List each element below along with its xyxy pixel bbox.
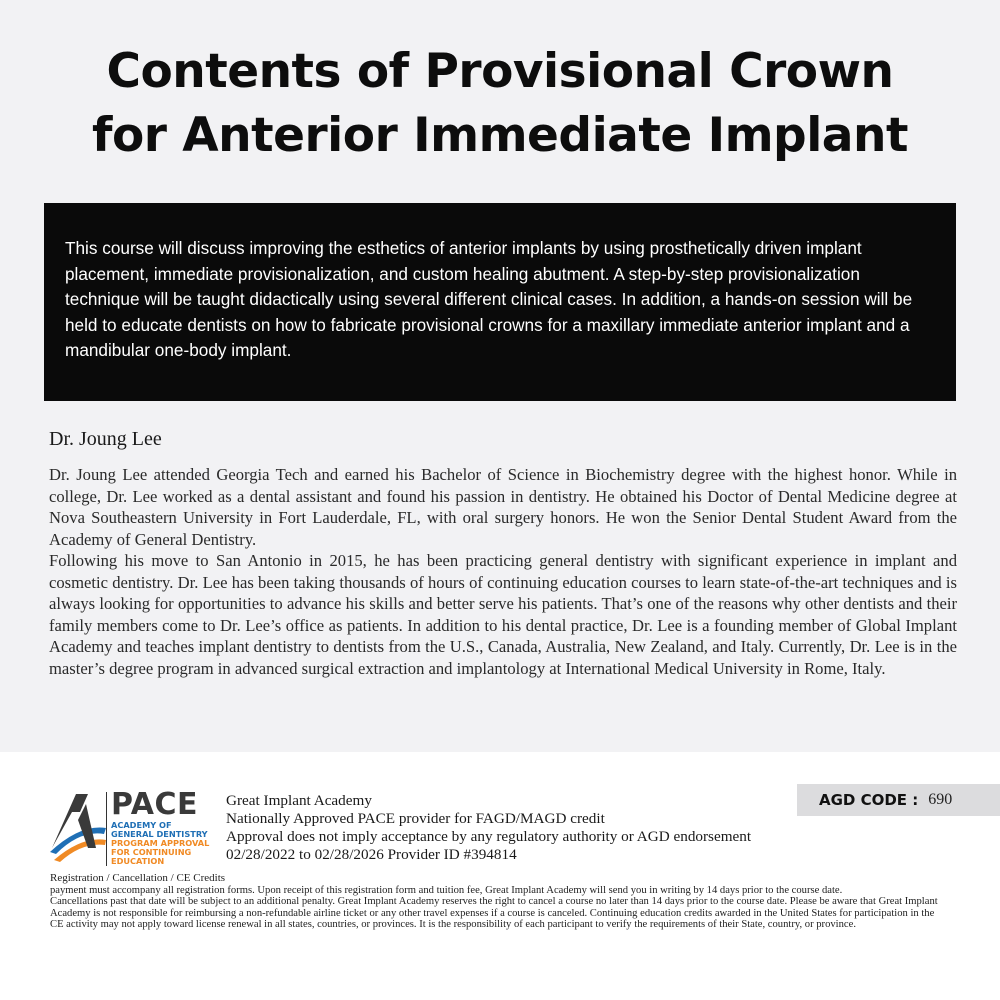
instructor-name: Dr. Joung Lee — [49, 428, 162, 450]
title-line-1: Contents of Provisional Crown — [106, 44, 894, 99]
pace-wordmark: PACE — [111, 787, 198, 822]
registration-paragraph-2: Cancellations past that date will be subject to an additional penalty. Great Implant Academy reserves the right to cancel a course no later than 14 days prior to the course date. Please be aware that Great Implant Academy is not responsible for reimbursing a non-refundable airline ticket or any other travel expenses if a course is canceled. Continuing education credits awarded in the United States for participation in the CE activity may not apply toward license renewal in all states, countries, or provinces. It is the responsibility of each participant to verify the requirements of their State, country, or province. — [50, 896, 938, 931]
registration-paragraph-1: payment must accompany all registration forms. Upon receipt of this registration form and tuition fee, Great Implant Academy will send you in writing by 14 days prior to the course date. — [50, 884, 843, 896]
pace-subtitle-line-2: PROGRAM APPROVAL FOR CONTINUING EDUCATION — [111, 838, 210, 866]
logo-divider — [106, 792, 107, 866]
provider-line-4: 02/28/2022 to 02/28/2026 Provider ID #394814 — [226, 846, 517, 863]
agd-code-label: AGD CODE : — [819, 791, 919, 809]
agd-code-badge — [797, 784, 1000, 816]
pace-subtitle — [111, 821, 211, 866]
page-title — [0, 40, 1000, 168]
course-description-box — [44, 203, 956, 401]
title-line-2: for Anterior Immediate Implant — [92, 108, 908, 163]
registration-terms — [50, 873, 950, 931]
provider-line-2: Nationally Approved PACE provider for FAGD/MAGD credit — [226, 810, 605, 827]
bio-paragraph-1: Dr. Joung Lee attended Georgia Tech and earned his Bachelor of Science in Biochemistry degree with the highest honor. While in college, Dr. Lee worked as a dental assistant and found his passion in dentistry. He obtained his Doctor of Dental Medicine degree at Nova Southeastern University in Fort Lauderdale, FL, with oral surgery honors. He won the Senior Dental Student Award from the Academy of General Dentistry. — [49, 465, 957, 549]
provider-line-3: Approval does not imply acceptance by any regulatory authority or AGD endorsement — [226, 828, 752, 845]
provider-info — [226, 792, 751, 864]
registration-title: Registration / Cancellation / CE Credits — [50, 872, 226, 884]
provider-name: Great Implant Academy — [226, 792, 372, 809]
course-description: This course will discuss improving the esthetics of anterior implants by using prosthetically driven implant placement, immediate provisionalization, and custom healing abutment. A step-by-step provisionalization technique will be taught didactically using several different clinical cases. In addition, a hands-on session will be held to educate dentists on how to fabricate provisional crowns for a maxillary immediate anterior implant and a mandibular one-body implant. — [65, 238, 913, 361]
pace-subtitle-line-1: ACADEMY OF GENERAL DENTISTRY — [111, 820, 208, 839]
bio-paragraph-2: Following his move to San Antonio in 2015, he has been practicing general dentistry with significant experience in implant and cosmetic dentistry. Dr. Lee has been taking thousands of hours of continuing education courses to learn state-of-the-art techniques and is always looking for opportunities to advance his skills and better serve his patients. That’s one of the reasons why other dentists and their family members come to Dr. Lee’s office as patients. In addition to his dental practice, Dr. Lee is a founding member of Global Implant Academy and teaches implant dentistry to dentists from the U.S., Canada, Australia, New Zealand, and Italy. Currently, Dr. Lee is in the master’s degree program in advanced surgical extraction and implantology at International Medical University in Rome, Italy. — [49, 551, 957, 678]
agd-code-value: 690 — [928, 791, 953, 808]
instructor-bio — [49, 464, 957, 679]
